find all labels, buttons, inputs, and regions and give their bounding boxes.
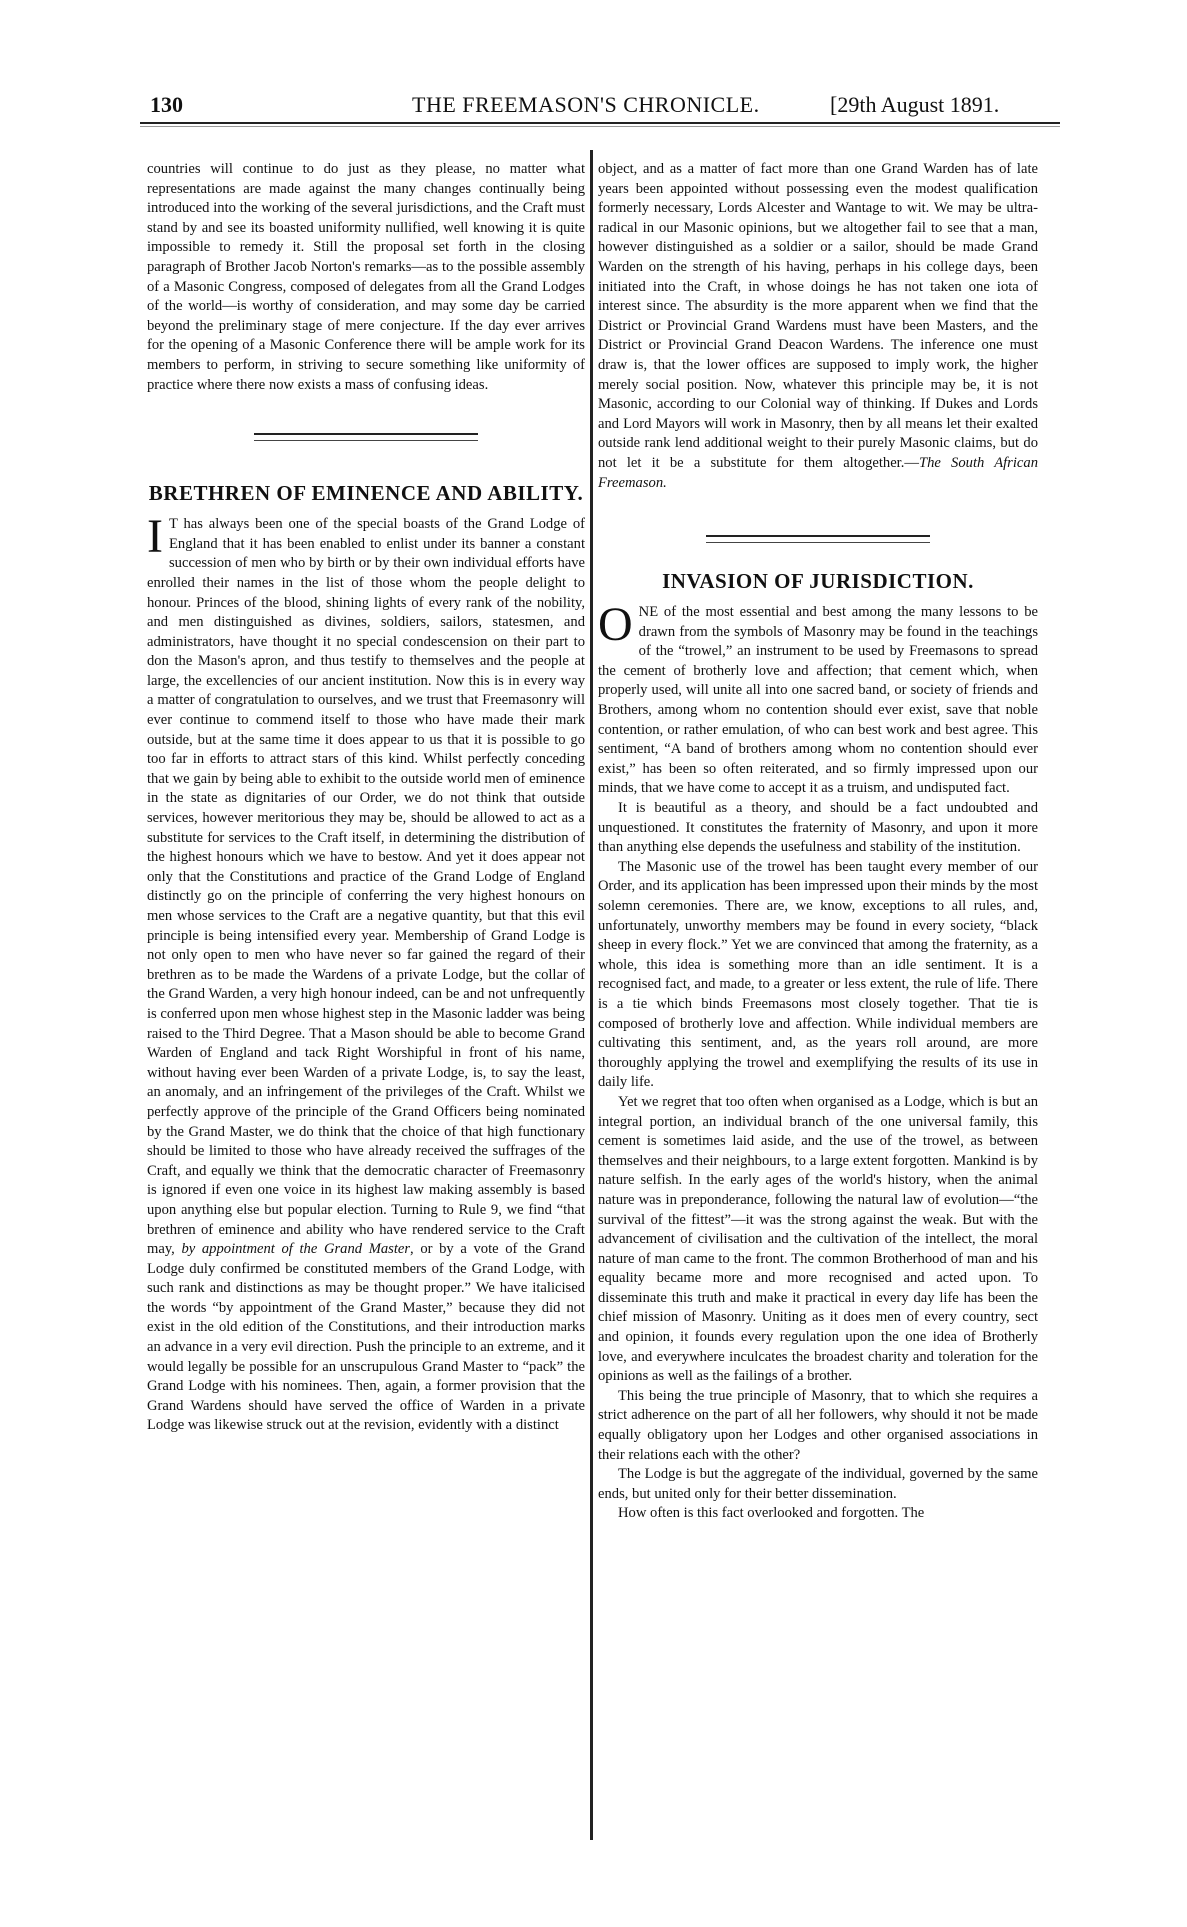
article-paragraph: The Masonic use of the trowel has been taught every member of our Order, and its application has been impressed upon their minds by the most solemn ceremonies. There are, we know, exceptions to all rules, and, unfortunately, unworthy members may be found in every society, “black sheep in every flock.” Yet we are convinced that among the fraternity, as a whole, this idea is something more than an idle sentiment. It is a recognised fact, and made, to a greater or less extent, the rule of life. There is a tie which binds Freemasons most closely together. That tie is composed of brotherly love and affection. While individual members are cultivating this sentiment, and, as the years roll around, are more thoroughly applying the trowel and exemplifying the results of its use in daily life. bbox=[598, 858, 1038, 1091]
continued-paragraph-right: object, and as a matter of fact more than one Grand Warden has of late years been appointed without possessing even the modest qualification formerly necessary, Lords Alcester and Wantage to wit. We may be ultra-radical in our Masonic opinions, but we altogether fail to see that a man, however distinguished as a soldier or a sailor, should be made Grand Warden on the strength of his having, perhaps in his college days, been initiated into the Craft, in whose doings he has not taken one iota of interest since. The absurdity is the more apparent when we find that the District or Provincial Grand Wardens must have been Masters, and the District or Provincial Grand Deacon Wardens. The inference one must draw is, that the lower offices are supposed to imply work, the higher merely social position. Now, whatever this principle may be, it is not Masonic, according to our Colonial way of thinking. If Dukes and Lords and Lord Mayors will work in Masonry, then by all means let their exalted outside rank lend additional weight to their purely Masonic claims, but do not let it be a substitute for them altogether.—The South African Freemason. bbox=[598, 161, 1038, 491]
article-title-brethren: BRETHREN OF EMINENCE AND ABILITY. bbox=[148, 481, 584, 506]
masthead-rule-thin bbox=[140, 126, 1060, 127]
drop-cap: I bbox=[147, 510, 163, 564]
masthead bbox=[140, 92, 1060, 122]
left-column bbox=[147, 160, 585, 1436]
page-number: 130 bbox=[150, 92, 183, 117]
article-body-brethren: I T has always been one of the special boasts of the Grand Lodge of England that it has been enabled to enlist under its banner a constant succession of men who by birth or by their own individual efforts have enrolled their names in the list of those whom the people delight to honour. Princes of the blood, shining lights of every rank of the nobility, and men distinguished as divines, soldiers, sailors, statesmen, and administrators, have thought it no special condescension on their part to don the Mason's apron, and thus testify to themselves and the people at large, the excellencies of our ancient institution. Now this is in every way a matter of congratulation to ourselves, and we trust that Freemasonry will ever continue to commend itself to those who have made their mark outside, but at the same time it does appear to us that it is possible to go too far in efforts to attract stars of this kind. Whilst perfectly conceding that we gain by being able to exhibit to the outside world men of eminence in the state as dignitaries of our Order, we do not think that outside services, however meritorious they may be, should be allowed to act as a substitute for services to the Craft itself, in determining the distribution of the highest honours which we have to bestow. And yet it does appear not only that the Constitutions and practice of the Grand Lodge of England distinctly go on the principle of conferring the very highest honours on men whose services to the Craft are a negative quantity, but that this evil principle is being intensified every year. Membership of Grand Lodge is not only open to men who have never so far gained the regard of their brethren as to be made the Wardens of a private Lodge, but the collar of the Grand Warden, a very high honour indeed, can be and not unfrequently is conferred upon men whose highest step in the Masonic ladder was being raised to the Third Degree. That a Mason should be able to become Grand Warden of England and tack Right Worshipful in front of his name, without having ever been Warden of a private Lodge, is, to say the least, an anomaly, and an infringement of the privileges of the Craft. Whilst we perfectly approve of the principle of the Grand Officers being nominated by the Grand Master, we do think that the choice of that high functionary should be limited to those who have already received the suffrages of the Craft, and equally we think that the democratic character of Freemasonry is ignored if even one voice in its highest law making assembly is based upon anything else but popular election. Turning to Rule 9, we find “that brethren of eminence and ability who have rendered service to the Craft may, by appointment of the Grand Master, or by a vote of the Grand Lodge duly confirmed be constituted members of the Grand Lodge, with such rank and distinctions as may be thought proper.” We have italicised the words “by appointment of the Grand Master,” because they did not exist in the old edition of the Constitutions, and their introduction marks an advance in a very evil direction. Push the principle to an extreme, and it would legally be possible for an unscrupulous Grand Master to “pack” the Grand Lodge with his nominees. Then, again, a former provision that the Grand Wardens should have served the office of Warden in a private Lodge was likewise struck out at the revision, evidently with a distinct bbox=[147, 510, 585, 1434]
article-title-invasion: INVASION OF JURISDICTION. bbox=[662, 569, 974, 594]
masthead-rule bbox=[140, 122, 1060, 124]
article-paragraph: The Lodge is but the aggregate of the individual, governed by the same ends, but united only for their better dissemination. bbox=[598, 1466, 1038, 1502]
right-column bbox=[598, 160, 1038, 1524]
drop-cap: O bbox=[598, 598, 633, 652]
publication-title: THE FREEMASON'S CHRONICLE. bbox=[412, 92, 760, 117]
article-paragraph: It is beautiful as a theory, and should be a fact undoubted and unquestioned. It constitutes the fraternity of Masonry, and upon it more than anything else depends the usefulness and stability of the institution. bbox=[598, 800, 1038, 856]
section-separator bbox=[254, 433, 478, 441]
article-paragraph: Yet we regret that too often when organised as a Lodge, which is but an integral portion, an individual branch of the one universal family, this cement is sometimes laid aside, and the use of the trowel, as between themselves and their neighbours, to a large extent forgotten. Mankind is by nature selfish. In the early ages of the world's history, when the animal nature was in preponderance, following the natural law of evolution—“the survival of the fittest”—it was the strong against the weak. But with the advancement of civilisation and the cultivation of the intellect, the moral nature of man came to the front. The common Brotherhood of man and his equality became more and more recognised and acted upon. To disseminate this truth and make it practical in every day life has been the chief mission of Masonry. Uniting as it does men of every country, sect and opinion, it founds every regulation upon the one idea of Brotherly love, and everywhere inculcates the broadest charity and toleration for the opinions as well as the failings of a brother. bbox=[598, 1093, 1038, 1385]
continued-paragraph: countries will continue to do just as they please, no matter what representations are made against the many changes continually being introduced into the working of the several jurisdictions, and the Craft must stand by and see its boasted uniformity nullified, well knowing it is quite impossible to remedy it. Still the proposal set forth in the closing paragraph of Brother Jacob Norton's remarks—as to the possible assembly of a Masonic Congress, composed of delegates from all the Grand Lodges of the world—is worthy of consideration, and may some day be carried beyond the preliminary stage of mere conjecture. If the day ever arrives for the opening of a Masonic Conference there will be ample work for its members to perform, in striving to secure something like uniformity of practice where there now exists a mass of confusing ideas. bbox=[147, 161, 585, 393]
issue-date: [29th August 1891. bbox=[830, 92, 1000, 117]
column-divider bbox=[590, 150, 593, 1840]
section-separator bbox=[706, 535, 930, 543]
source-credit: The South African Freemason. bbox=[598, 454, 1038, 491]
article-paragraph: ONE of the most essential and best among the many lessons to be drawn from the symbols of Masonry may be found in the teachings of the “trowel,” an instrument to be used by Freemasons to spread the cement of brotherly love and affection; that cement which, when properly used, will unite all into one sacred band, or society of friends and Brothers, among whom no contention should ever exist, save that noble contention, or rather emulation, of who can best work and best agree. This sentiment, “A band of brothers among whom no contention should ever exist,” has been so often reiterated, and so firmly impressed upon our minds, that we have come to accept it as a truism, and undisputed fact. bbox=[598, 598, 1038, 797]
article-paragraph: How often is this fact overlooked and forgotten. The bbox=[618, 1505, 925, 1522]
italic-quote: by appointment of the Grand Master bbox=[181, 1241, 411, 1258]
article-paragraph: This being the true principle of Masonry, that to which she requires a strict adherence on the part of all her followers, why should it not be made equally obligatory upon her Lodges and other organised associations in their relations each with the other? bbox=[598, 1387, 1038, 1463]
